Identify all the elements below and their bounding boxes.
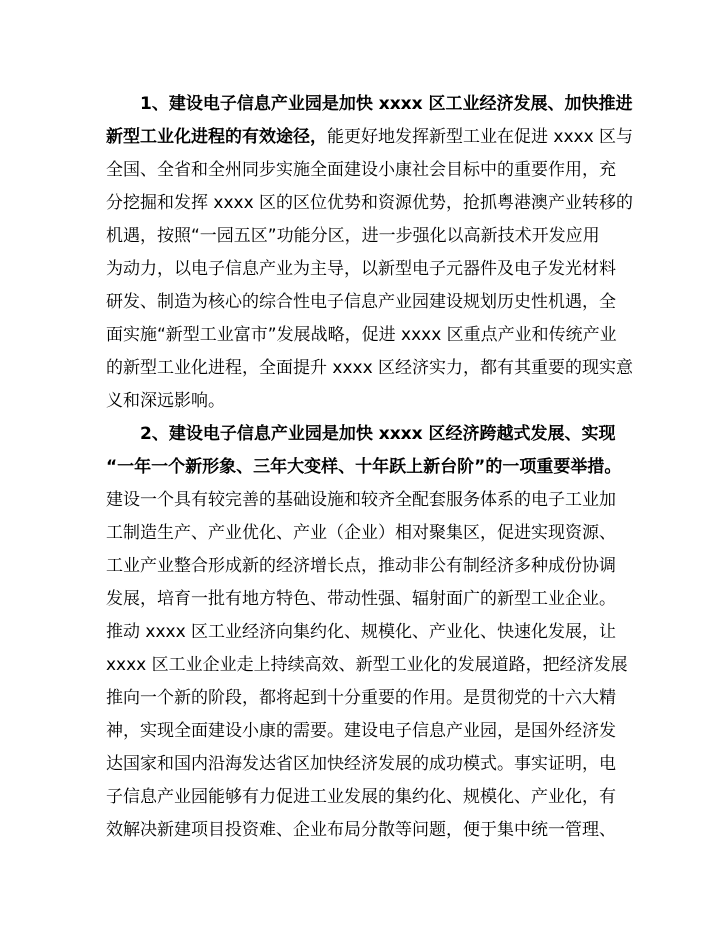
- paragraph-1-line: [106, 352, 634, 385]
- paragraph-2-line: [106, 781, 616, 814]
- body-text: 工业产业整合形成新的经济增长点，推动非公有制经济多种成份协调: [106, 556, 616, 576]
- paragraph-1-line: [106, 121, 634, 154]
- body-text: 效解决新建项目投资难、企业布局分散等问题，便于集中统一管理、: [106, 820, 616, 840]
- paragraph-2-line: [106, 649, 628, 682]
- paragraph-2-line: [106, 616, 616, 649]
- paragraph-2-line: [106, 484, 616, 517]
- bold-text: 1、建设电子信息产业园是加快 xxxx 区工业经济发展、加快推进: [140, 94, 633, 114]
- paragraph-2-line: [106, 451, 622, 484]
- body-text: 面实施“新型工业富市”发展战略，促进 xxxx 区重点产业和传统产业: [106, 325, 617, 345]
- bold-text: 新型工业化进程的有效途径，: [106, 127, 327, 147]
- body-text: 机遇，按照“一园五区”功能分区，进一步强化以高新技术开发应用: [106, 226, 600, 246]
- paragraph-1-line: [106, 220, 616, 253]
- document-body: [106, 88, 634, 847]
- body-text: 研发、制造为核心的综合性电子信息产业园建设规划历史性机遇，全: [106, 292, 616, 312]
- paragraph-1: [106, 88, 634, 418]
- paragraph-1-line: [106, 154, 616, 187]
- bold-text: “一年一个新形象、三年大变样、十年跃上新台阶”的一项重要举措。: [106, 457, 622, 477]
- paragraph-2-line: [106, 682, 616, 715]
- body-text: 建设一个具有较完善的基础设施和较齐全配套服务体系的电子工业加: [106, 490, 616, 510]
- paragraph-1-line: [106, 286, 616, 319]
- body-text: 推向一个新的阶段，都将起到十分重要的作用。是贯彻党的十六大精: [106, 688, 616, 708]
- paragraph-2-line: [106, 418, 616, 451]
- body-text: xxxx 区工业企业走上持续高效、新型工业化的发展道路，把经济发展: [106, 655, 628, 675]
- paragraph-1-line: [106, 187, 634, 220]
- paragraph-2-line: [106, 517, 616, 550]
- paragraph-1-line: [106, 319, 616, 352]
- paragraph-2-line: [106, 748, 616, 781]
- body-text: 达国家和国内沿海发达省区加快经济发展的成功模式。事实证明，电: [106, 754, 616, 774]
- body-text: 全国、全省和全州同步实施全面建设小康社会目标中的重要作用，充: [106, 160, 616, 180]
- paragraph-2-line: [106, 715, 616, 748]
- paragraph-1-line: [106, 88, 633, 121]
- body-text: 工制造生产、产业优化、产业（企业）相对聚集区，促进实现资源、: [106, 523, 616, 543]
- body-text: 分挖掘和发挥 xxxx 区的区位优势和资源优势，抢抓粤港澳产业转移的: [106, 193, 634, 213]
- body-text: 的新型工业化进程，全面提升 xxxx 区经济实力，都有其重要的现实意: [106, 358, 634, 378]
- body-text: 推动 xxxx 区工业经济向集约化、规模化、产业化、快速化发展，让: [106, 622, 617, 642]
- paragraph-1-line: [106, 253, 616, 286]
- body-text: 子信息产业园能够有力促进工业发展的集约化、规模化、产业化，有: [106, 787, 616, 807]
- body-text: 能更好地发挥新型工业在促进 xxxx 区与: [327, 127, 634, 147]
- body-text: 义和深远影响。: [106, 391, 225, 411]
- body-text: 神，实现全面建设小康的需要。建设电子信息产业园，是国外经济发: [106, 721, 616, 741]
- paragraph-2-line: [106, 814, 616, 847]
- paragraph-2-line: [106, 550, 616, 583]
- body-text: 为动力，以电子信息产业为主导，以新型电子元器件及电子发光材料: [106, 259, 616, 279]
- paragraph-2: [106, 418, 628, 847]
- body-text: 发展，培育一批有地方特色、带动性强、辐射面广的新型工业企业。: [106, 589, 616, 609]
- bold-text: 2、建设电子信息产业园是加快 xxxx 区经济跨越式发展、实现: [140, 424, 616, 444]
- paragraph-1-line: [106, 385, 616, 418]
- paragraph-2-line: [106, 583, 616, 616]
